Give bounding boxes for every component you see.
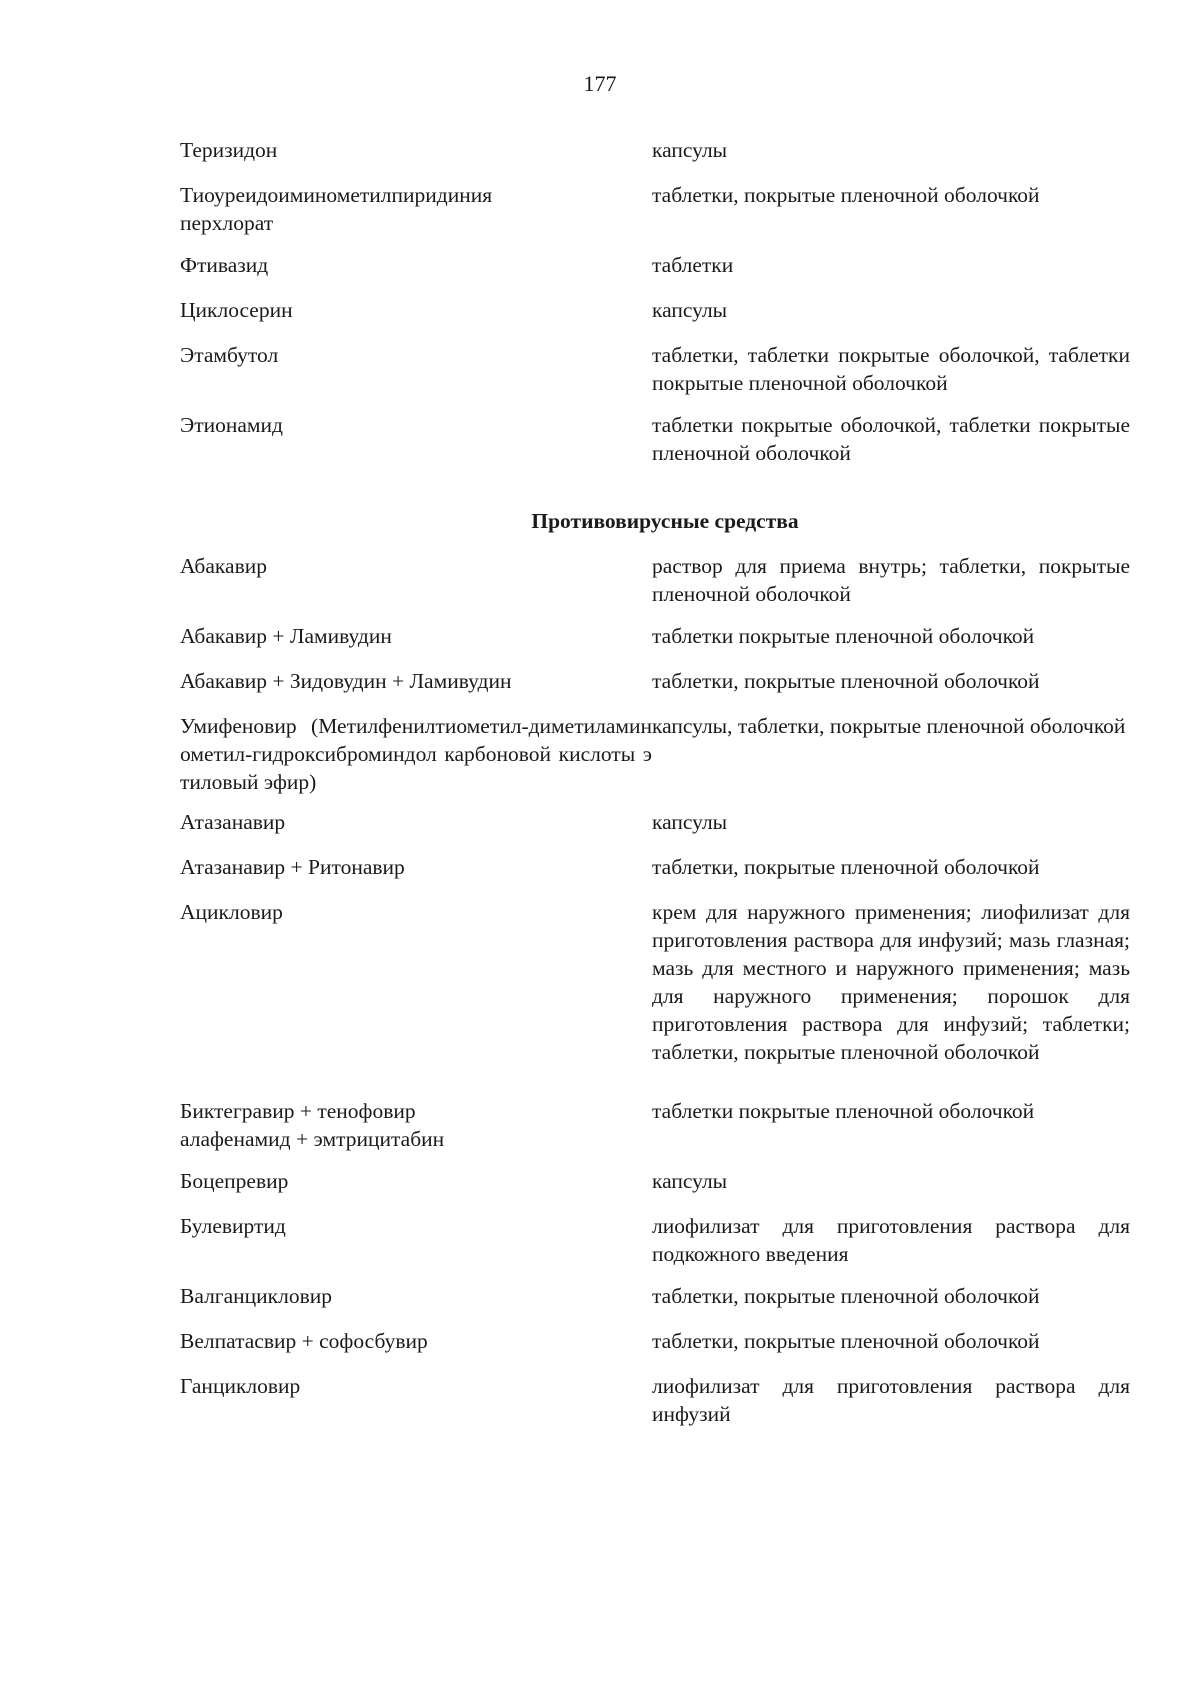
drug-form: капсулы, таблетки, покрытые пленочной оболочкой bbox=[652, 714, 1126, 738]
drug-name: Тиоуреидоиминометилпиридиния перхлорат bbox=[180, 183, 493, 235]
drug-name: Фтивазид bbox=[180, 253, 269, 277]
drug-form: раствор для приема внутрь; таблетки, покрытые пленочной оболочкой bbox=[652, 554, 1130, 606]
table-row bbox=[180, 411, 1130, 507]
drug-name: Циклосерин bbox=[180, 298, 293, 322]
drug-name: Абакавир bbox=[180, 554, 267, 578]
drug-name: Атазанавир + Ритонавир bbox=[180, 855, 405, 879]
drug-name: Атазанавир bbox=[180, 810, 286, 834]
table-row bbox=[180, 853, 1130, 898]
table-row bbox=[180, 181, 1130, 251]
drug-form: таблетки, покрытые пленочной оболочкой bbox=[652, 669, 1040, 693]
table-row bbox=[180, 251, 1130, 296]
drug-name: Этамбутол bbox=[180, 343, 279, 367]
drug-form: таблетки покрытые оболочкой, таблетки покрытые пленочной оболочкой bbox=[652, 413, 1130, 465]
drug-name: Булевиртид bbox=[180, 1214, 286, 1238]
drug-form: капсулы bbox=[652, 298, 728, 322]
drug-form: лиофилизат для приготовления раствора для инфузий bbox=[652, 1374, 1130, 1426]
drug-name: Умифеновир (Метилфенилтиометил-диметиламинометил-гидроксиброминдол карбоновой кислоты этиловый эфир) bbox=[180, 714, 652, 794]
drug-form: таблетки, покрытые пленочной оболочкой bbox=[652, 183, 1040, 207]
table-row bbox=[180, 1282, 1130, 1327]
table-row bbox=[180, 808, 1130, 853]
table-row bbox=[180, 1097, 1130, 1167]
drug-list bbox=[180, 136, 1130, 1442]
drug-name: Этионамид bbox=[180, 413, 283, 437]
drug-name: Теризидон bbox=[180, 138, 278, 162]
drug-name: Валганцикловир bbox=[180, 1284, 333, 1308]
table-row bbox=[180, 712, 1130, 808]
drug-form: таблетки покрытые пленочной оболочкой bbox=[652, 624, 1035, 648]
drug-form: таблетки, таблетки покрытые оболочкой, таблетки покрытые пленочной оболочкой bbox=[652, 343, 1130, 395]
table-row bbox=[180, 1167, 1130, 1212]
table-row bbox=[180, 296, 1130, 341]
drug-form: капсулы bbox=[652, 1169, 728, 1193]
table-row bbox=[180, 136, 1130, 181]
table-row bbox=[180, 341, 1130, 411]
table-row bbox=[180, 622, 1130, 667]
drug-form: капсулы bbox=[652, 810, 728, 834]
drug-name: Велпатасвир + софосбувир bbox=[180, 1329, 428, 1353]
drug-form: капсулы bbox=[652, 138, 728, 162]
table-row bbox=[180, 1327, 1130, 1372]
table-row bbox=[180, 898, 1130, 1097]
drug-name: Боцепревир bbox=[180, 1169, 289, 1193]
page-number: 177 bbox=[583, 71, 617, 96]
drug-name: Биктегравир + тенофовир алафенамид + эмтрицитабин bbox=[180, 1099, 445, 1151]
drug-name: Абакавир + Зидовудин + Ламивудин bbox=[180, 669, 512, 693]
table-row bbox=[180, 667, 1130, 712]
drug-form: таблетки, покрытые пленочной оболочкой bbox=[652, 855, 1040, 879]
drug-form: таблетки покрытые пленочной оболочкой bbox=[652, 1099, 1035, 1123]
drug-name: Ганцикловир bbox=[180, 1374, 301, 1398]
drug-name: Абакавир + Ламивудин bbox=[180, 624, 392, 648]
drug-form: таблетки, покрытые пленочной оболочкой bbox=[652, 1329, 1040, 1353]
drug-name: Ацикловир bbox=[180, 900, 283, 924]
table-row bbox=[180, 1372, 1130, 1442]
drug-form: таблетки, покрытые пленочной оболочкой bbox=[652, 1284, 1040, 1308]
table-row bbox=[180, 1212, 1130, 1282]
section-heading: Противовирусные средства bbox=[531, 509, 799, 533]
table-row bbox=[180, 552, 1130, 622]
drug-form: таблетки bbox=[652, 253, 734, 277]
drug-form: лиофилизат для приготовления раствора для подкожного введения bbox=[652, 1214, 1130, 1266]
drug-form: крем для наружного применения; лиофилизат для приготовления раствора для инфузий; мазь глазная; мазь для местного и наружного применения; мазь для наружного применения; порошок для приготовления раствора для инфузий; таблетки; таблетки, покрытые пленочной оболочкой bbox=[652, 900, 1130, 1064]
